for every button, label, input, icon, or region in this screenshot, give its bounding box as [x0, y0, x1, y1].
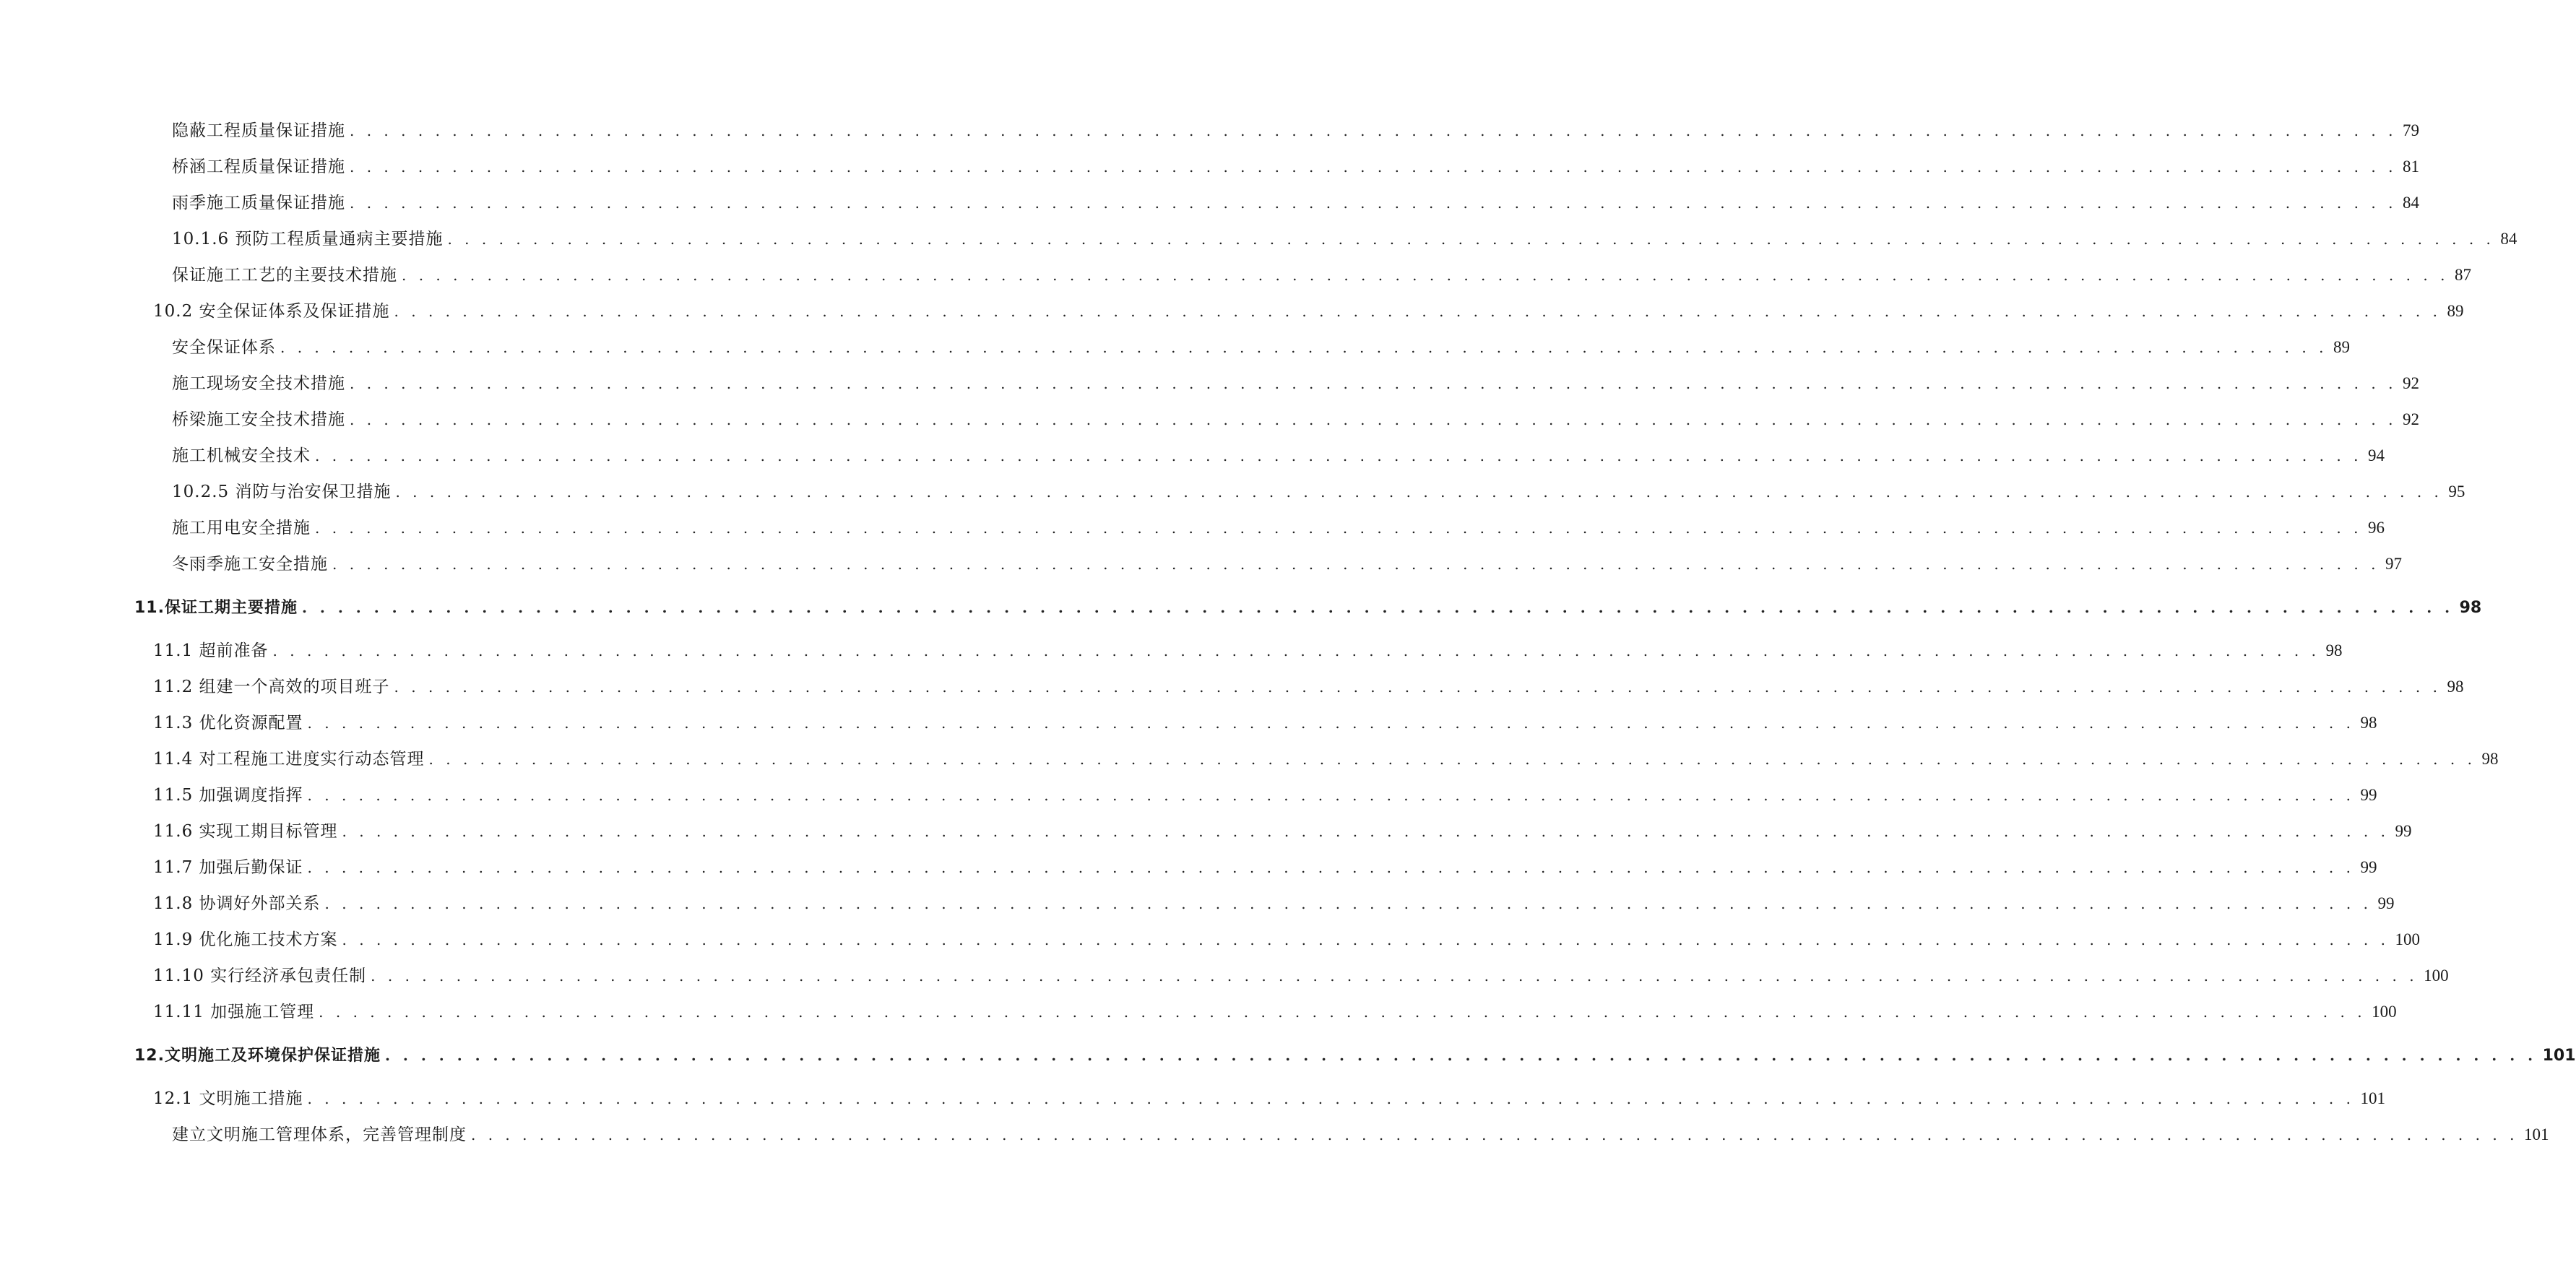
toc-entry-title: 隐蔽工程质量保证措施 [172, 121, 345, 140]
toc-entry-page-number: 89 [2447, 302, 2464, 320]
toc-entry[interactable] [0, 705, 2377, 741]
dot-leader: . . . . . . . . . . . . . . . . . . . . . . . . . . . . . . . . . . . . . . . . . . . . . . . . . . . . . . . . . . . . . . . . . . . . . . . . . . . . . . . . . . . . . . . . . . . . . . . . . . . . . . . . . . . . . . . . . . . . . . . . [280, 339, 2328, 356]
toc-entry-page-number: 92 [2402, 410, 2419, 428]
toc-entry-page-number: 79 [2402, 121, 2419, 139]
dot-leader: . . . . . . . . . . . . . . . . . . . . . . . . . . . . . . . . . . . . . . . . . . . . . . . . . . . . . . . . . . . . . . . . . . . . . . . . . . . . . . . . . . . . . . . . . . . . . . . . . . . . . . . . . . . . . . . . . . . . . . . . [395, 483, 2443, 501]
toc-entry[interactable] [0, 633, 2343, 669]
toc-entry-title: 安全保证体系 [172, 338, 276, 357]
toc-entry-page-number: 98 [2360, 714, 2377, 732]
toc-entry-page-number: 98 [2325, 641, 2343, 660]
toc-entry-page-number: 98 [2459, 599, 2482, 617]
toc-entry[interactable] [0, 813, 2412, 849]
toc-entry-page-number: 99 [2360, 786, 2377, 804]
toc-entry[interactable] [0, 546, 2402, 582]
toc-entry[interactable] [0, 366, 2419, 402]
dot-leader: . . . . . . . . . . . . . . . . . . . . . . . . . . . . . . . . . . . . . . . . . . . . . . . . . . . . . . . . . . . . . . . . . . . . . . . . . . . . . . . . . . . . . . . . . . . . . . . . . . . . . . . . . . . . . . . . . . . . . . . . [350, 411, 2397, 428]
dot-leader: . . . . . . . . . . . . . . . . . . . . . . . . . . . . . . . . . . . . . . . . . . . . . . . . . . . . . . . . . . . . . . . . . . . . . . . . . . . . . . . . . . . . . . . . . . . . . . . . . . . . . . . . . . . . . . . . . . . . . . . . [319, 1003, 2367, 1021]
dot-leader: . . . . . . . . . . . . . . . . . . . . . . . . . . . . . . . . . . . . . . . . . . . . . . . . . . . . . . . . . . . . . . . . . . . . . . . . . . . . . . . . . . . . . . . . . . . . . . . . . . . . . . . . . . . . . . . . . . . . . . . . [272, 642, 2320, 660]
toc-entry-title: 11.保证工期主要措施 [134, 599, 298, 617]
toc-entry-page-number: 98 [2481, 750, 2499, 768]
toc-entry[interactable] [0, 113, 2419, 149]
toc-entry-title: 11.11 加强施工管理 [153, 1003, 315, 1021]
toc-entry-page-number: 100 [2395, 930, 2420, 948]
dot-leader: . . . . . . . . . . . . . . . . . . . . . . . . . . . . . . . . . . . . . . . . . . . . . . . . . . . . . . . . . . . . . . . . . . . . . . . . . . . . . . . . . . . . . . . . . . . . . . . . . . . . . . . . . . . . . . . . . . . . . . . . [307, 1090, 2355, 1107]
toc-entry[interactable] [0, 669, 2464, 705]
toc-entry[interactable] [0, 329, 2350, 366]
toc-entry-page-number: 97 [2385, 555, 2402, 573]
toc-entry-title: 11.1 超前准备 [153, 641, 269, 660]
toc-entry-title: 11.2 组建一个高效的项目班子 [153, 678, 390, 696]
toc-entry-title: 11.3 优化资源配置 [153, 714, 303, 732]
toc-entry-title: 施工现场安全技术措施 [172, 374, 345, 393]
dot-leader: . . . . . . . . . . . . . . . . . . . . . . . . . . . . . . . . . . . . . . . . . . . . . . . . . . . . . . . . . . . . . . . . . . . . . . . . . . . . . . . . . . . . . . . . . . . . . . . . . . . . . . . . . . . . . . . . . . . . . . . . [315, 447, 2362, 464]
toc-entry-page-number: 84 [2500, 230, 2517, 248]
dot-leader: . . . . . . . . . . . . . . . . . . . . . . . . . . . . . . . . . . . . . . . . . . . . . . . . . . . . . . . . . . . . . . . . . . . . . . . . . . . . . . . . . . . . . . . . . . . . . . . . . . . . . . . . . . . . . . . . . . . . . . . . [301, 599, 2454, 616]
dot-leader: . . . . . . . . . . . . . . . . . . . . . . . . . . . . . . . . . . . . . . . . . . . . . . . . . . . . . . . . . . . . . . . . . . . . . . . . . . . . . . . . . . . . . . . . . . . . . . . . . . . . . . . . . . . . . . . . . . . . . . . . [447, 230, 2495, 248]
toc-entry-title: 保证施工工艺的主要技术措施 [172, 266, 397, 285]
toc-entry-page-number: 89 [2333, 338, 2350, 356]
toc-entry-title: 11.10 实行经济承包责任制 [153, 967, 367, 985]
toc-entry[interactable] [0, 185, 2419, 221]
toc-entry-page-number: 87 [2454, 266, 2471, 284]
dot-leader: . . . . . . . . . . . . . . . . . . . . . . . . . . . . . . . . . . . . . . . . . . . . . . . . . . . . . . . . . . . . . . . . . . . . . . . . . . . . . . . . . . . . . . . . . . . . . . . . . . . . . . . . . . . . . . . . . . . . . . . . [350, 122, 2397, 139]
toc-entry-title: 10.2 安全保证体系及保证措施 [153, 302, 390, 321]
dot-leader: . . . . . . . . . . . . . . . . . . . . . . . . . . . . . . . . . . . . . . . . . . . . . . . . . . . . . . . . . . . . . . . . . . . . . . . . . . . . . . . . . . . . . . . . . . . . . . . . . . . . . . . . . . . . . . . . . . . . . . . . [394, 303, 2442, 320]
dot-leader: . . . . . . . . . . . . . . . . . . . . . . . . . . . . . . . . . . . . . . . . . . . . . . . . . . . . . . . . . . . . . . . . . . . . . . . . . . . . . . . . . . . . . . . . . . . . . . . . . . . . . . . . . . . . . . . . . . . . . . . . [324, 895, 2372, 912]
toc-entry[interactable] [0, 958, 2449, 994]
dot-leader: . . . . . . . . . . . . . . . . . . . . . . . . . . . . . . . . . . . . . . . . . . . . . . . . . . . . . . . . . . . . . . . . . . . . . . . . . . . . . . . . . . . . . . . . . . . . . . . . . . . . . . . . . . . . . . . . . . . . . . . . [307, 787, 2355, 804]
toc-entry[interactable] [0, 1081, 2385, 1117]
toc-entry-page-number: 99 [2395, 822, 2412, 840]
toc-entry-page-number: 99 [2360, 858, 2377, 876]
toc-entry[interactable] [0, 474, 2465, 510]
toc-entry-page-number: 99 [2377, 894, 2395, 912]
toc-entry[interactable] [0, 221, 2517, 257]
toc-entry-title: 10.2.5 消防与治安保卫措施 [172, 483, 392, 501]
toc-entry-page-number: 92 [2402, 374, 2419, 392]
toc-entry[interactable] [0, 1117, 2549, 1153]
dot-leader: . . . . . . . . . . . . . . . . . . . . . . . . . . . . . . . . . . . . . . . . . . . . . . . . . . . . . . . . . . . . . . . . . . . . . . . . . . . . . . . . . . . . . . . . . . . . . . . . . . . . . . . . . . . . . . . . . . . . . . . . [471, 1126, 2518, 1143]
toc-entry-page-number: 101 [2523, 1125, 2549, 1143]
toc-entry-title: 11.4 对工程施工进度实行动态管理 [153, 750, 425, 769]
toc-entry-page-number: 81 [2402, 157, 2419, 176]
toc-entry[interactable] [0, 149, 2419, 185]
toc-entry-title: 11.5 加强调度指挥 [153, 786, 303, 805]
toc-entry-title: 11.7 加强后勤保证 [153, 858, 303, 877]
toc-entry-title: 11.8 协调好外部关系 [153, 894, 321, 913]
dot-leader: . . . . . . . . . . . . . . . . . . . . . . . . . . . . . . . . . . . . . . . . . . . . . . . . . . . . . . . . . . . . . . . . . . . . . . . . . . . . . . . . . . . . . . . . . . . . . . . . . . . . . . . . . . . . . . . . . . . . . . . . [342, 823, 2390, 840]
toc-entry-title: 冬雨季施工安全措施 [172, 555, 328, 574]
toc-entry-page-number: 98 [2447, 678, 2464, 696]
dot-leader: . . . . . . . . . . . . . . . . . . . . . . . . . . . . . . . . . . . . . . . . . . . . . . . . . . . . . . . . . . . . . . . . . . . . . . . . . . . . . . . . . . . . . . . . . . . . . . . . . . . . . . . . . . . . . . . . . . . . . . . . [394, 678, 2442, 696]
toc-entry[interactable] [0, 849, 2377, 886]
toc-entry[interactable] [0, 777, 2377, 813]
toc-entry-title: 11.9 优化施工技术方案 [153, 930, 338, 949]
toc-entry[interactable] [0, 257, 2471, 293]
toc-entry[interactable] [0, 585, 2482, 630]
toc-entry[interactable] [0, 994, 2397, 1030]
toc-entry-title: 11.6 实现工期目标管理 [153, 822, 338, 841]
dot-leader: . . . . . . . . . . . . . . . . . . . . . . . . . . . . . . . . . . . . . . . . . . . . . . . . . . . . . . . . . . . . . . . . . . . . . . . . . . . . . . . . . . . . . . . . . . . . . . . . . . . . . . . . . . . . . . . . . . . . . . . . [371, 967, 2419, 985]
toc-entry-page-number: 101 [2360, 1089, 2385, 1107]
dot-leader: . . . . . . . . . . . . . . . . . . . . . . . . . . . . . . . . . . . . . . . . . . . . . . . . . . . . . . . . . . . . . . . . . . . . . . . . . . . . . . . . . . . . . . . . . . . . . . . . . . . . . . . . . . . . . . . . . . . . . . . . [402, 267, 2449, 284]
toc-entry[interactable] [0, 741, 2499, 777]
toc-entry-title: 10.1.6 预防工程质量通病主要措施 [172, 230, 444, 248]
toc-entry-title: 施工机械安全技术 [172, 446, 311, 465]
toc-entry[interactable] [0, 886, 2395, 922]
dot-leader: . . . . . . . . . . . . . . . . . . . . . . . . . . . . . . . . . . . . . . . . . . . . . . . . . . . . . . . . . . . . . . . . . . . . . . . . . . . . . . . . . . . . . . . . . . . . . . . . . . . . . . . . . . . . . . . . . . . . . . . . [350, 194, 2397, 212]
dot-leader: . . . . . . . . . . . . . . . . . . . . . . . . . . . . . . . . . . . . . . . . . . . . . . . . . . . . . . . . . . . . . . . . . . . . . . . . . . . . . . . . . . . . . . . . . . . . . . . . . . . . . . . . . . . . . . . . . . . . . . . . [384, 1047, 2537, 1064]
table-of-contents [0, 113, 2576, 1153]
toc-entry[interactable] [0, 1033, 2576, 1078]
toc-entry-title: 桥涵工程质量保证措施 [172, 157, 345, 176]
toc-entry-page-number: 101 [2542, 1047, 2576, 1065]
toc-entry[interactable] [0, 922, 2420, 958]
toc-entry-page-number: 95 [2448, 483, 2465, 501]
dot-leader: . . . . . . . . . . . . . . . . . . . . . . . . . . . . . . . . . . . . . . . . . . . . . . . . . . . . . . . . . . . . . . . . . . . . . . . . . . . . . . . . . . . . . . . . . . . . . . . . . . . . . . . . . . . . . . . . . . . . . . . . [332, 555, 2380, 573]
toc-entry-title: 桥梁施工安全技术措施 [172, 410, 345, 429]
toc-entry[interactable] [0, 510, 2385, 546]
toc-entry-title: 12.1 文明施工措施 [153, 1089, 303, 1108]
toc-entry-page-number: 94 [2367, 446, 2385, 464]
dot-leader: . . . . . . . . . . . . . . . . . . . . . . . . . . . . . . . . . . . . . . . . . . . . . . . . . . . . . . . . . . . . . . . . . . . . . . . . . . . . . . . . . . . . . . . . . . . . . . . . . . . . . . . . . . . . . . . . . . . . . . . . [307, 859, 2355, 876]
toc-entry-title: 雨季施工质量保证措施 [172, 194, 345, 212]
dot-leader: . . . . . . . . . . . . . . . . . . . . . . . . . . . . . . . . . . . . . . . . . . . . . . . . . . . . . . . . . . . . . . . . . . . . . . . . . . . . . . . . . . . . . . . . . . . . . . . . . . . . . . . . . . . . . . . . . . . . . . . . [315, 519, 2362, 537]
toc-entry[interactable] [0, 402, 2419, 438]
dot-leader: . . . . . . . . . . . . . . . . . . . . . . . . . . . . . . . . . . . . . . . . . . . . . . . . . . . . . . . . . . . . . . . . . . . . . . . . . . . . . . . . . . . . . . . . . . . . . . . . . . . . . . . . . . . . . . . . . . . . . . . . [342, 931, 2390, 948]
toc-entry-title: 施工用电安全措施 [172, 519, 311, 537]
dot-leader: . . . . . . . . . . . . . . . . . . . . . . . . . . . . . . . . . . . . . . . . . . . . . . . . . . . . . . . . . . . . . . . . . . . . . . . . . . . . . . . . . . . . . . . . . . . . . . . . . . . . . . . . . . . . . . . . . . . . . . . . [307, 714, 2355, 732]
dot-leader: . . . . . . . . . . . . . . . . . . . . . . . . . . . . . . . . . . . . . . . . . . . . . . . . . . . . . . . . . . . . . . . . . . . . . . . . . . . . . . . . . . . . . . . . . . . . . . . . . . . . . . . . . . . . . . . . . . . . . . . . [350, 158, 2397, 176]
toc-entry-page-number: 100 [2372, 1003, 2397, 1021]
dot-leader: . . . . . . . . . . . . . . . . . . . . . . . . . . . . . . . . . . . . . . . . . . . . . . . . . . . . . . . . . . . . . . . . . . . . . . . . . . . . . . . . . . . . . . . . . . . . . . . . . . . . . . . . . . . . . . . . . . . . . . . . [350, 375, 2397, 392]
toc-entry[interactable] [0, 293, 2464, 329]
toc-entry-title: 12.文明施工及环境保护保证措施 [134, 1047, 381, 1065]
toc-entry[interactable] [0, 438, 2385, 474]
toc-entry-title: 建立文明施工管理体系，完善管理制度 [172, 1125, 467, 1144]
toc-entry-page-number: 84 [2402, 194, 2419, 212]
dot-leader: . . . . . . . . . . . . . . . . . . . . . . . . . . . . . . . . . . . . . . . . . . . . . . . . . . . . . . . . . . . . . . . . . . . . . . . . . . . . . . . . . . . . . . . . . . . . . . . . . . . . . . . . . . . . . . . . . . . . . . . . [428, 751, 2476, 768]
toc-entry-page-number: 96 [2367, 519, 2385, 537]
toc-entry-page-number: 100 [2424, 967, 2449, 985]
